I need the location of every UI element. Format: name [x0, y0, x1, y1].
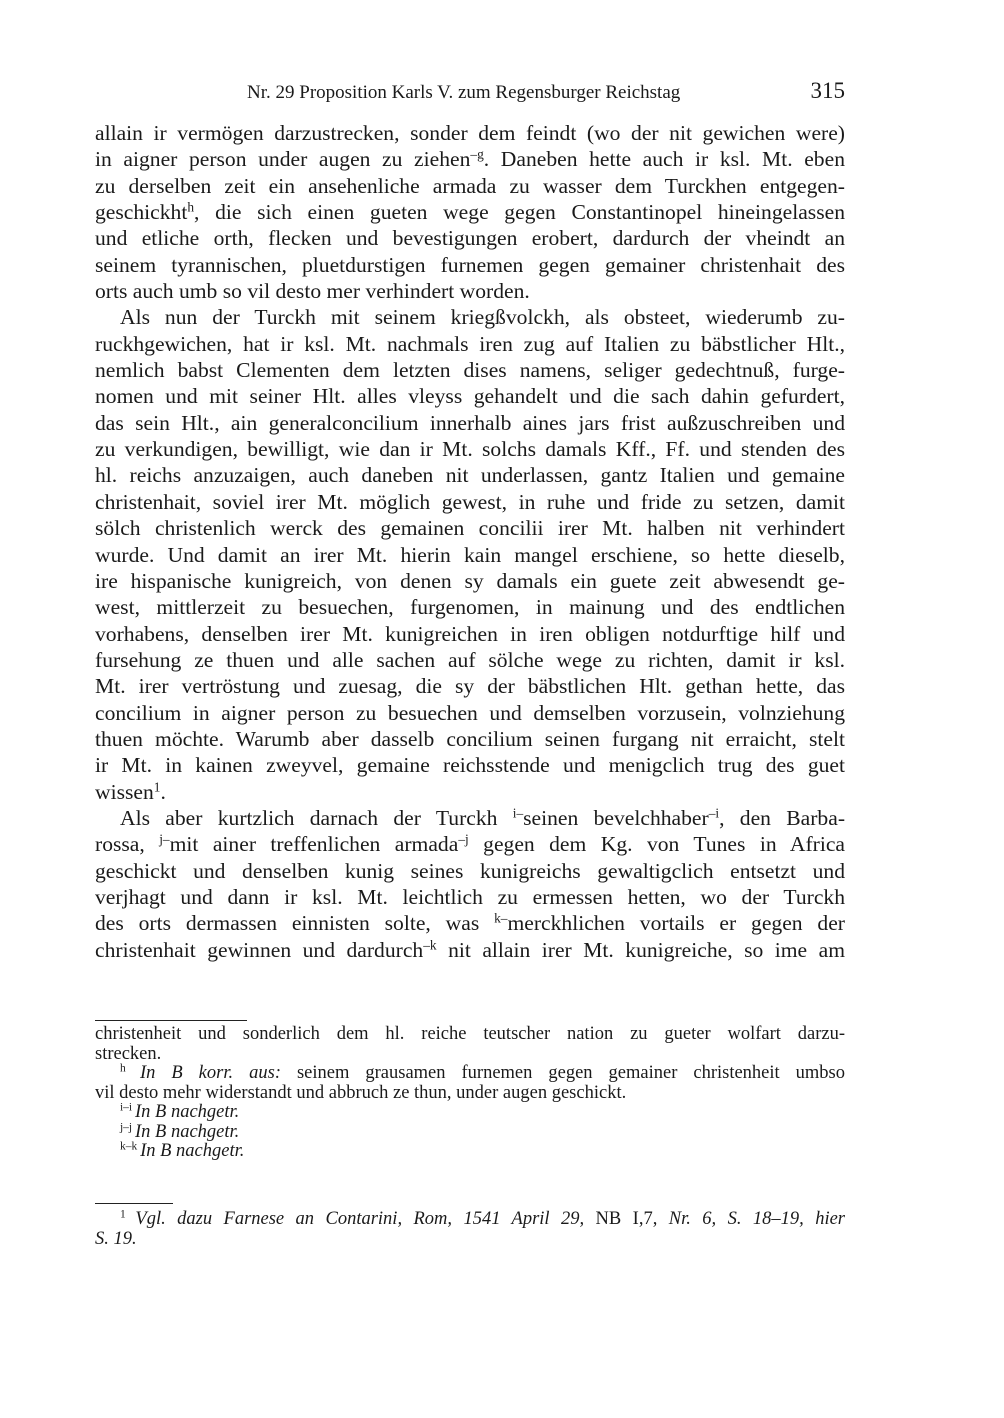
text-run: verjhagt und dann ir ksl. Mt. leichtlich zu ermessen hetten, wo der Turckh	[95, 884, 845, 909]
footnote-divider	[95, 1020, 247, 1021]
paragraph	[95, 805, 845, 963]
text-run: vorhabens, denselben irer Mt. kunigreichen in iren obligen notdurftige hilf und	[95, 621, 845, 646]
footnote-line	[95, 1123, 845, 1143]
text-run: christenhait gewinnen und dardurch	[95, 937, 424, 962]
text-run: . Daneben hette auch ir ksl. Mt. eben	[483, 147, 845, 172]
text-run: wissen	[95, 779, 154, 804]
text-run: ire hispanische kunigreich, von denen sy damals ein guete zeit abwesendt ge-	[95, 568, 845, 593]
note-marker: –g	[470, 146, 484, 162]
text-line	[95, 410, 845, 436]
note-marker: i–i	[120, 1101, 135, 1114]
text-run: christenheit und sonderlich dem hl. reiche teutscher nation zu gueter wolfart darzu-	[95, 1024, 845, 1044]
text-run: In B korr. aus:	[139, 1063, 281, 1083]
text-line	[95, 304, 845, 330]
note-marker: k–k	[120, 1140, 141, 1153]
text-run: rossa,	[95, 832, 160, 857]
text-run: , den Barba-	[719, 805, 846, 830]
text-line	[95, 489, 845, 515]
text-run: allain ir vermögen darzustrecken, sonder dem feindt (wo der nit gewichen were)	[95, 121, 845, 145]
text-run: Als nun der Turckh mit seinem kriegßvolckh, als obsteet, wiederumb zu-	[120, 305, 845, 330]
text-run: west, mittlerzeit zu besuechen, furgenomen, in mainung und des endtlichen	[95, 595, 845, 620]
text-run: wurde. Und damit an irer Mt. hierin kain mangel erschiene, so hette dieselb,	[95, 542, 845, 567]
text-line	[95, 700, 845, 726]
text-run: In B nachgetr.	[140, 1141, 245, 1161]
text-run: vil desto mehr widerstandt und abbruch ze thun, under augen geschickt.	[95, 1082, 627, 1103]
text-run: Als aber kurtzlich darnach der Turckh	[120, 805, 513, 830]
text-line	[95, 331, 845, 357]
text-line	[95, 910, 845, 936]
text-line	[95, 831, 845, 857]
text-run: in aigner person under augen zu ziehen	[95, 147, 471, 172]
note-marker: –k	[423, 937, 437, 953]
text-run: S. 19.	[95, 1228, 137, 1249]
text-run: geschickt und denselben kunig seines kunigreichs gewaltigclich entsetzt und	[95, 858, 845, 883]
page-number: 315	[810, 78, 845, 103]
text-run: nit allain irer Mt. kunigreiche, so ime am	[436, 937, 845, 962]
note-marker: 1	[153, 779, 161, 795]
note-marker: –j	[458, 831, 469, 847]
text-run: zu verkundigen, bewilligt, wie dan ir Mt. solchs damals Kff., Ff. und stenden des	[95, 437, 845, 462]
text-run: geschickht	[95, 200, 188, 225]
text-line	[95, 225, 845, 251]
text-run: Mt. irer vertröstung und zuesag, die sy der bäbstlichen Hlt. gethan hette, das	[95, 674, 845, 699]
footnote-line	[95, 1210, 845, 1230]
text-line	[95, 278, 845, 304]
text-run: nemlich babst Clementen dem letzten dises namens, seliger gedechtnuß, furge-	[95, 358, 845, 383]
text-run: merckhlichen vortails er gegen der	[507, 911, 845, 936]
text-line	[95, 594, 845, 620]
text-line	[95, 146, 845, 172]
text-run: mit ainer treffenlichen armada	[169, 832, 459, 857]
text-line	[95, 357, 845, 383]
text-line	[95, 252, 845, 278]
note-marker: j–	[159, 831, 170, 847]
text-run: christenhait, soviel irer Mt. möglich gewest, in ruhe und fride zu setzen, damit	[95, 489, 845, 514]
text-run: NB I,7,	[584, 1209, 669, 1229]
paragraph	[95, 304, 845, 805]
text-run: ir Mt. in kainen zweyvel, gemaine reichsstende und menigclich trug des guet	[95, 753, 845, 778]
text-run: seinen bevelchhaber	[523, 805, 709, 830]
text-run: Vgl. dazu Farnese an Contarini, Rom, 1541 April 29,	[135, 1209, 585, 1229]
text-line	[95, 779, 845, 805]
main-text	[95, 120, 845, 963]
text-run: seinem grausamen furnemen gegen gemainer christenheit umbso	[280, 1063, 846, 1083]
text-run: Nr. 6, S. 18–19, hier	[668, 1209, 845, 1229]
text-run: seinem tyrannischen, pluetdurstigen furnemen gegen gemainer christenhait des	[95, 252, 845, 277]
text-line	[95, 515, 845, 541]
text-run: thuen möchte. Warumb aber dasselb concilium seinen furgang nit erraicht, stelt	[95, 726, 845, 751]
text-line	[95, 436, 845, 462]
paragraph	[95, 120, 845, 304]
text-run: In B nachgetr.	[134, 1102, 240, 1122]
text-line	[95, 542, 845, 568]
note-marker: h	[120, 1062, 140, 1075]
text-line	[95, 884, 845, 910]
note-marker: k–	[494, 910, 508, 926]
text-run: strecken.	[95, 1043, 162, 1064]
text-run: gegen dem Kg. von Tunes in Africa	[468, 832, 846, 857]
footnote-line	[95, 1045, 845, 1065]
note-marker: h	[187, 199, 195, 215]
text-line	[95, 858, 845, 884]
text-run: und etliche orth, flecken und bevestigungen erobert, dardurch der vheindt an	[95, 226, 845, 251]
text-run: , die sich einen gueten wege gegen Constantinopel hineingelassen	[194, 200, 845, 225]
footnote-line	[95, 1103, 845, 1123]
text-line	[95, 383, 845, 409]
text-line	[95, 805, 845, 831]
text-run: In B nachgetr.	[134, 1121, 240, 1142]
text-run: orts auch umb so vil desto mer verhindert worden.	[95, 279, 530, 304]
historical-footnotes	[95, 1210, 845, 1249]
text-line	[95, 726, 845, 752]
footnote-line	[95, 1025, 845, 1045]
text-line	[95, 120, 845, 146]
text-line	[95, 568, 845, 594]
text-line	[95, 937, 845, 963]
note-marker: j–j	[120, 1121, 135, 1134]
note-marker: 1	[120, 1208, 136, 1221]
text-line	[95, 621, 845, 647]
footnote-line	[95, 1064, 845, 1084]
text-run: zu derselben zeit ein ansehenliche armada zu wasser dem Turckhen entgegen-	[95, 173, 845, 198]
footnote-divider-historical	[95, 1203, 173, 1204]
running-title: Nr. 29 Proposition Karls V. zum Regensburger Reichstag	[247, 82, 681, 103]
note-marker: i–	[512, 805, 524, 821]
footnote-line	[95, 1142, 845, 1162]
text-run: ruckhgewichen, hat ir ksl. Mt. nachmals iren zug auf Italien zu bäbstlicher Hlt.,	[95, 331, 845, 356]
text-run: concilium in aigner person zu besuechen und demselben vorzusein, volnziehung	[95, 700, 845, 725]
text-line	[95, 199, 845, 225]
text-line	[95, 752, 845, 778]
text-run: des orts dermassen einnisten solte, was	[95, 911, 495, 936]
text-run: hl. reichs anzuzaigen, auch daneben nit underlassen, gantz Italien und gemaine	[95, 463, 845, 488]
footnote-line	[95, 1084, 845, 1104]
text-run: sölch christenlich werck des gemainen concilii irer Mt. halben nit verhindert	[95, 516, 845, 541]
text-line	[95, 647, 845, 673]
page-header	[95, 78, 845, 108]
text-run: nomen und mit seiner Hlt. alles vleyss gehandelt und die sach dahin gefurdert,	[95, 384, 845, 409]
text-run: .	[160, 779, 166, 804]
note-marker: –i	[708, 805, 720, 821]
footnote-line	[95, 1230, 845, 1250]
text-run: das sein Hlt., ain generalconcilium innerhalb aines jars frist außzuschreiben und	[95, 410, 845, 435]
text-line	[95, 173, 845, 199]
text-line	[95, 673, 845, 699]
text-line	[95, 462, 845, 488]
critical-apparatus	[95, 1025, 845, 1162]
text-run: fursehung ze thuen und alle sachen auf sölche wege zu richten, damit ir ksl.	[95, 647, 845, 672]
